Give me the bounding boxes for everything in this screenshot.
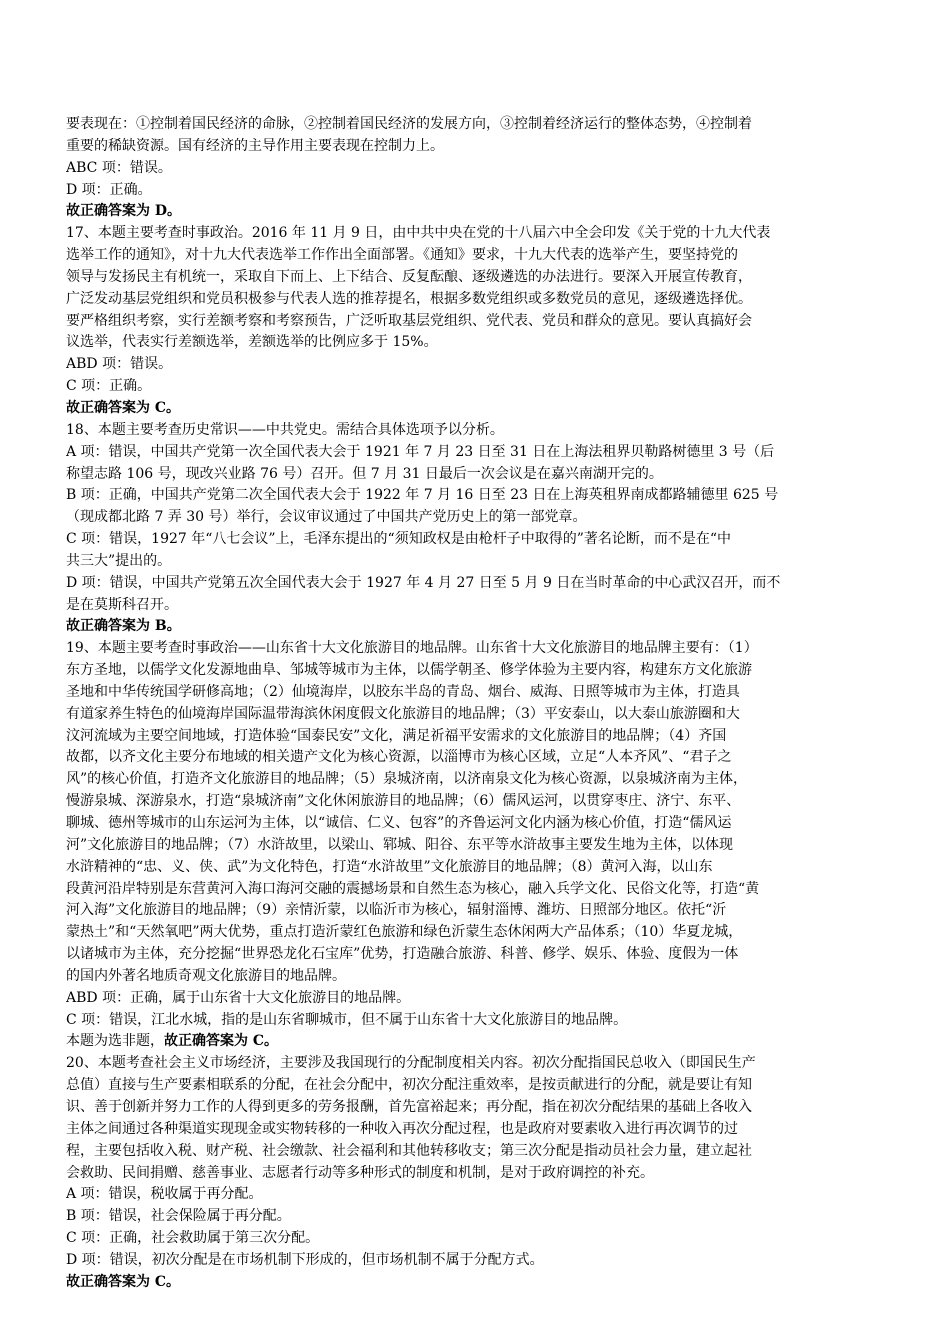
text-line: 20、本题考查社会主义市场经济，主要涉及我国现行的分配制度相关内容。初次分配指国民总收入（即国民生产	[66, 1055, 756, 1072]
text-line: A 项：错误，税收属于再分配。	[66, 1186, 263, 1203]
text-line: C 项：错误，江北水城，指的是山东省聊城市，但不属于山东省十大文化旅游目的地品牌。	[66, 1011, 628, 1028]
text-line: C 项：错误，1927 年“八七会议”上，毛泽东提出的“须知政权是由枪杆子中取得的”著名论断，而不是在“中	[66, 531, 732, 548]
text-line: A 项：错误，中国共产党第一次全国代表大会于 1921 年 7 月 23 日至 31 日在上海法租界贝勒路树德里 3 号（后	[66, 443, 775, 460]
text-line: D 项：错误，初次分配是在市场机制下形成的，但市场机制不属于分配方式。	[66, 1251, 544, 1268]
mixed-line-normal: 本题为选非题，	[66, 1033, 164, 1050]
text-line: 总值）直接与生产要素相联系的分配，在社会分配中，初次分配注重效率，是按贡献进行的分配，就是要让有知	[66, 1077, 752, 1094]
text-line: （现成都北路 7 弄 30 号）举行，会议审议通过了中国共产党历史上的第一部党章。	[66, 509, 587, 526]
text-line: 主体之间通过各种渠道实现现金或实物转移的一种收入再次分配过程，也是政府对要素收入进行再次调节的过	[66, 1120, 738, 1137]
text-line: 程，主要包括收入税、财产税、社会缴款、社会福利和其他转移收支；第三次分配是指动员社会力量，建立起社	[66, 1142, 752, 1159]
text-line-mixed	[66, 1031, 884, 1053]
text-line: ABD 项：正确，属于山东省十大文化旅游目的地品牌。	[66, 989, 411, 1006]
text-line: 要严格组织考察，实行差额考察和考察预告，广泛听取基层党组织、党代表、党员和群众的意见。要认真搞好会	[66, 312, 752, 329]
text-line: 是在莫斯科召开。	[66, 596, 178, 613]
answer-line: 故正确答案为 C。	[66, 1273, 181, 1290]
text-line: 水浒精神的“忠、义、侠、武”为文化特色，打造“水浒故里”文化旅游目的地品牌；（8）黄河入海，以山东	[66, 858, 713, 875]
text-line: C 项：正确，社会救助属于第三次分配。	[66, 1230, 320, 1247]
text-line: 聊城、德州等城市的山东运河为主体，以“诚信、仁义、包容”的齐鲁运河文化内涵为核心价值，打造“儒风运	[66, 815, 732, 831]
text-line: 慢游泉城、深游泉水，打造“泉城济南”文化休闲旅游目的地品牌；（6）儒风运河，以贯穿枣庄、济宁、东平、	[66, 793, 741, 810]
text-line: 共三大”提出的。	[66, 552, 172, 569]
text-line: 风”的核心价值，打造齐文化旅游目的地品牌；（5）泉城济南，以济南泉文化为核心资源，以泉城济南为主体，	[66, 771, 748, 788]
text-line: B 项：错误，社会保险属于再分配。	[66, 1208, 291, 1225]
answer-line: 故正确答案为 C。	[66, 399, 181, 416]
text-line: 段黄河沿岸特别是东营黄河入海口海河交融的震撼场景和自然生态为核心，融入兵学文化、民俗文化等，打造“黄	[66, 880, 760, 897]
text-line: 要表现在：①控制着国民经济的命脉，②控制着国民经济的发展方向，③控制着经济运行的整体态势，④控制着	[66, 116, 752, 132]
text-line: 识、善于创新并努力工作的人得到更多的劳务报酬，首先富裕起来；再分配，指在初次分配结果的基础上各收入	[66, 1098, 752, 1115]
text-line: 议选举，代表实行差额选举，差额选举的比例应多于 15%。	[66, 334, 438, 351]
text-line: D 项：错误，中国共产党第五次全国代表大会于 1927 年 4 月 27 日至 5 月 9 日在当时革命的中心武汉召开，而不	[66, 574, 781, 591]
text-line: 广泛发动基层党组织和党员积极参与代表人选的推荐提名，根据多数党组织或多数党员的意见，逐级遴选择优。	[66, 290, 752, 307]
text-line: 河”文化旅游目的地品牌；（7）水浒故里，以梁山、郓城、阳谷、东平等水浒故事主要发生地为主体，以体现	[66, 836, 734, 853]
text-line: ABD 项：错误。	[66, 356, 173, 373]
mixed-line-answer: 故正确答案为 C。	[164, 1033, 279, 1050]
answer-line: 故正确答案为 B。	[66, 618, 181, 635]
text-line: 河入海”文化旅游目的地品牌；（9）亲情沂蒙，以临沂市为核心，辐射淄博、潍坊、日照部分地区。依托“沂	[66, 902, 727, 919]
text-line: 18、本题主要考查历史常识——中共党史。需结合具体选项予以分析。	[66, 421, 504, 438]
answer-line: 故正确答案为 D。	[66, 203, 182, 220]
text-line: 有道家养生特色的仙境海岸国际温带海滨休闲度假文化旅游目的地品牌；（3）平安泰山，以大泰山旅游圈和大	[66, 705, 740, 722]
text-line: 东方圣地，以儒学文化发源地曲阜、邹城等城市为主体，以儒学朝圣、修学体验为主要内容，构建东方文化旅游	[66, 662, 752, 679]
text-line: 19、本题主要考查时事政治——山东省十大文化旅游目的地品牌。山东省十大文化旅游目的地品牌主要有：（1）	[66, 640, 758, 657]
text-line: D 项：正确。	[66, 181, 152, 198]
text-line: 领导与发扬民主有机统一，采取自下而上、上下结合、反复酝酿、逐级遴选的办法进行。要深入开展宣传教育，	[66, 268, 752, 285]
text-line: B 项：正确，中国共产党第二次全国代表大会于 1922 年 7 月 16 日至 23 日在上海英租界南成都路辅德里 625 号	[66, 487, 779, 504]
text-line: 重要的稀缺资源。国有经济的主导作用主要表现在控制力上。	[66, 137, 444, 154]
text-line: 圣地和中华传统国学研修高地；（2）仙境海岸，以胶东半岛的青岛、烟台、威海、日照等城市为主体，打造具	[66, 683, 740, 700]
text-line: 蒙热土”和“天然氧吧”两大优势，重点打造沂蒙红色旅游和绿色沂蒙生态休闲两大产品体系；（10）华夏龙城，	[66, 924, 743, 941]
text-line: 的国内外著名地质奇观文化旅游目的地品牌。	[66, 967, 346, 984]
text-line: 17、本题主要考查时事政治。2016 年 11 月 9 日，由中共中央在党的十八届六中全会印发《关于党的十九大代表	[66, 225, 771, 242]
text-line: 故都，以齐文化主要分布地域的相关遗产文化为核心资源，以淄博市为核心区域，立足“人本齐风”、“君子之	[66, 749, 732, 766]
text-line: ABC 项：错误。	[66, 159, 172, 176]
text-line: 称望志路 106 号，现改兴业路 76 号）召开。但 7 月 31 日最后一次会议是在嘉兴南湖开完的。	[66, 465, 663, 482]
text-line: 以诸城市为主体，充分挖掘“世界恐龙化石宝库”优势，打造融合旅游、科普、修学、娱乐、体验、度假为一体	[66, 946, 739, 963]
text-line: 会救助、民间捐赠、慈善事业、志愿者行动等多种形式的制度和机制，是对于政府调控的补充。	[66, 1164, 654, 1181]
text-line: 汶河流域为主要空间地域，打造体验“国泰民安”文化，满足祈福平安需求的文化旅游目的地品牌；（4）齐国	[66, 727, 727, 744]
text-line: 选举工作的通知》，对十九大代表选举工作作出全面部署。《通知》要求，十九大代表的选举产生，要坚持党的	[66, 247, 738, 264]
text-line: C 项：正确。	[66, 378, 152, 395]
